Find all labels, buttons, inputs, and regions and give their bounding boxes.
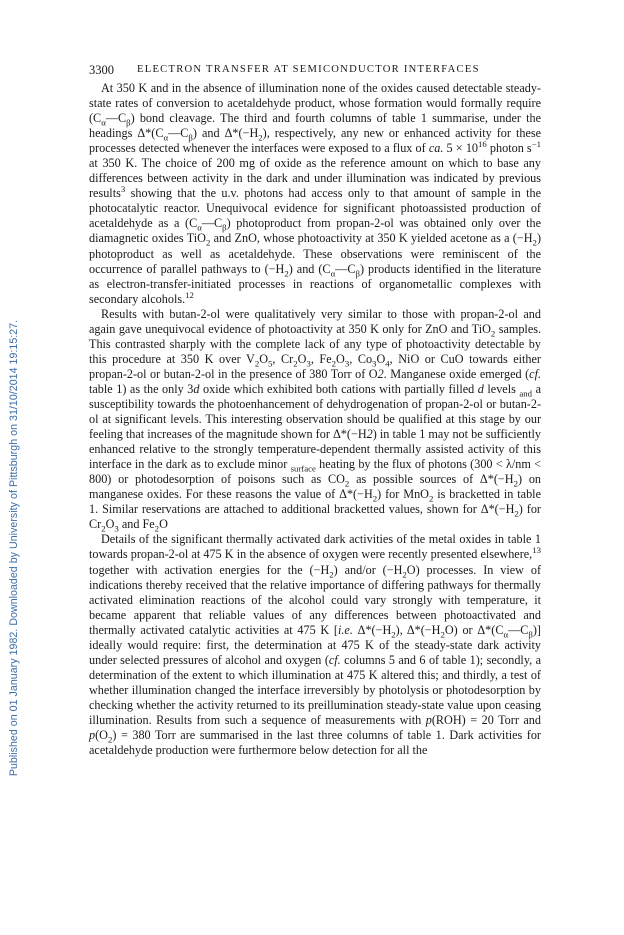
provenance-sidebar: [0, 0, 28, 935]
running-title: ELECTRON TRANSFER AT SEMICONDUCTOR INTERFACES: [137, 64, 480, 75]
paragraph: Details of the significant thermally activated dark activities of the metal oxides in table 1 towards propan-2-ol at 475 K in the absence of oxygen were recently presented elsewhere,$^{13}$ together with activation energies for the $(-H_2)$ and/or $(-H_2O)$ processes. In view of indications thereby received that the relative importance of differing pathways for thermally activated elimination reactions of the alcohol could vary strongly with temperature, it became apparent that reliable values of any differences between photoactivated and thermally activated catalytic activities at 475 K [i.e. $\Delta*(-H_2)$, $\Delta*(-H_2O)$ or $\Delta*(C_\alpha—C_\beta)$] ideally would require: first, the determination at 475 K of the steady-state dark activity under selected pressures of alcohol and oxygen (cf. columns 5 and 6 of table 1); secondly, a determination of the extent to which illumination at 475 K altered this; and thirdly, a test of whether illumination changed the interface irreversibly by photolysis or photodesorption by checking whether the activity returned to its preillumination steady-state value upon ceasing illumination. Results from such a sequence of measurements with p(ROH) = 20 Torr and $p(O_2) = 380$ Torr are summarised in the last three columns of table 1. Dark activities for acetaldehyde production were furthermore below detection for all the: [89, 532, 542, 758]
article-body: [89, 81, 541, 758]
provenance-note: Published on 01 January 1982. Downloaded by University of Pittsburgh on 31/10/2014 19:15:27.: [8, 319, 20, 777]
page-header: [89, 63, 541, 83]
page-number: 3300: [89, 63, 114, 77]
paragraph: At 350 K and in the absence of illumination none of the oxides caused detectable steady-state rates of conversion to acetaldehyde product, whose formation would formally require $(C_\alpha—C_\beta)$ bond cleavage. The third and fourth columns of table 1 summarise, under the headings $\Delta*(C_\alpha—C_\beta)$ and $\Delta*(-H_2)$, respectively, any new or enhanced activity for these processes detected whenever the interfaces were exposed to a flux of ca. $5 \times 10^{16}$ photon $s^{-1}$ at 350 K. The choice of 200 mg of oxide as the reference amount on which to base any differences between activity in the dark and under illumination was indicated by previous results$^3$ showing that the u.v. photons had access only to that amount of sample in the photocatalytic reactor. Unequivocal evidence for significant photoassisted production of acetaldehyde as a $(C_\alpha—C_\beta)$ photoproduct from propan-2-ol was obtained only over the diamagnetic oxides TiO$_2$ and ZnO, whose photoactivity at 350 K yielded acetone as a $(-H_2)$ photoproduct as well as acetaldehyde. These observations were reminiscent of the occurrence of parallel pathways to $(-H_2)$ and $(C_\alpha—C_\beta)$ products identified in the literature as electron-transfer-initiated processes in reactions of organometallic complexes with secondary alcohols.$^{12}$: [89, 81, 542, 306]
paragraph: Results with butan-2-ol were qualitatively very similar to those with propan-2-ol and again gave unequivocal evidence of photoactivity at 350 K only for ZnO and TiO$_2$ samples. This contrasted sharply with the complete lack of any type of photoactivity detectable by this procedure at 350 K over $V_2O_5$, $Cr_2O_3$, $Fe_2O_3$, $Co_3O_4$, NiO or CuO towards either propan-2-ol or butan-2-ol in the presence of 380 Torr of O2. Manganese oxide emerged (cf. table 1) as the only 3d oxide which exhibited both cations with partially filled d levels $_{and}$ a susceptibility towards the photoenhancement of dehydrogenation of propan-2-ol or butan-2-ol at significant levels. This interesting observation should be qualified at this stage by our feeling that increases of the magnitude shown for Δ*(−H2) in table 1 may not be sufficiently enhanced relative to the strongly temperature-dependent thermally assisted activity of this interface in the dark as to exclude minor $_{surface}$ heating by the flux of photons (300 < λ/nm < 800) or photodesorption of poisons such as $CO_2$ as possible sources of $\Delta*(-H_2)$ on manganese oxides. For these reasons the value of $\Delta*(-H_2)$ for MnO$_2$ is bracketted in table 1. Similar reservations are attached to additional bracketted values, shown for $\Delta*(-H_2)$ for $Cr_2O_3$ and $Fe_2O$: [89, 306, 542, 534]
